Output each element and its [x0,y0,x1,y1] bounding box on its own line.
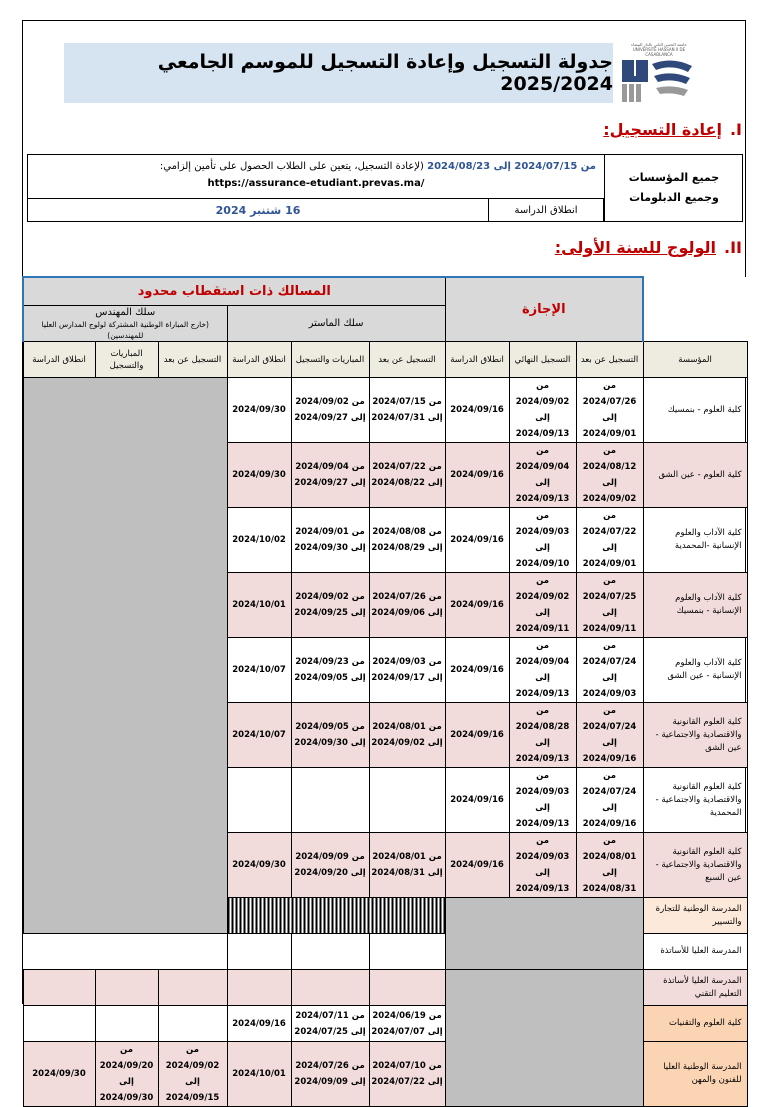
empty-cell [95,1006,158,1042]
empty-cell [23,970,95,1006]
license-header: الإجازة [522,302,566,317]
row-institution: كلية الآداب والعلوم الإنسانية - بنمسيك [643,573,747,638]
row-preregistration: من 2024/07/26 إلى 2024/09/01 [576,378,643,443]
row-master-contests: من 2024/07/26 إلى 2024/09/09 [291,1042,369,1107]
row-institution: كلية العلوم والتقنيات [643,1006,747,1042]
blank-corner [643,277,747,305]
row-preregistration: من 2024/07/24 إلى 2024/09/16 [576,768,643,833]
first-year-table [22,276,748,1107]
row-institution: كلية الآداب والعلوم الإنسانية -المحمدية [643,508,747,573]
row-final-registration: من 2024/09/04 إلى 2024/09/13 [509,638,576,703]
row-master-preregistration: من 2024/07/26 إلى 2024/09/06 [369,573,445,638]
insurance-url[interactable]: https://assurance-etudiant.prevas.ma/ [207,178,425,189]
col-engineer-start: انطلاق الدراسة [23,342,95,378]
reregistration-details [28,155,604,199]
reregistration-institutions: جميع المؤسسات وجميع الدبلومات [604,155,743,221]
reregistration-table [27,154,743,222]
row-institution: كلية العلوم القانونية والاقتصادية والاجتماعية - المحمدية [643,768,747,833]
engineer-header: سلك المهندس [95,306,156,318]
empty-cell [158,1006,227,1042]
empty-cell [227,970,291,1006]
row-institution: كلية العلوم القانونية والاقتصادية والاجتماعية - عين الشق [643,703,747,768]
col-engineer-contests: المباريات والتسجيل [95,342,158,378]
row-master-contests: من 2024/09/01 إلى 2024/09/30 [291,508,369,573]
limited-access-header: المسالك ذات استقطاب محدود [23,277,445,305]
empty-cell [369,970,445,1006]
row-master-contests: من 2024/09/23 إلى 2024/09/05 [291,638,369,703]
row-institution: كلية العلوم - عين الشق [643,443,747,508]
empty-cell [158,970,227,1006]
row-master-preregistration: من 2024/08/01 إلى 2024/09/02 [369,703,445,768]
blank-corner-2 [643,305,747,341]
row-institution: المدرسة الوطنية العليا للفنون والمهن [643,1042,747,1107]
reregistration-note: (لإعادة التسجيل، يتعين على الطلاب الحصول على تأمين إلزامي: [159,161,424,172]
empty-cell [23,1006,95,1042]
row-start: 2024/09/16 [445,768,509,833]
row-institution: المدرسة الوطنية للتجارة والتسيير [643,898,747,934]
row-final-registration: من 2024/09/02 إلى 2024/09/13 [509,378,576,443]
row-master-start: 2024/10/01 [227,1042,291,1107]
col-master-start: انطلاق الدراسة [227,342,291,378]
row-master-preregistration: من 2024/08/08 إلى 2024/08/29 [369,508,445,573]
row-master-start: 2024/09/16 [227,1006,291,1042]
row-institution: كلية العلوم - بنمسيك [643,378,747,443]
row-preregistration: من 2024/08/12 إلى 2024/09/02 [576,443,643,508]
row-final-registration: من 2024/09/03 إلى 2024/09/13 [509,833,576,898]
row-final-registration: من 2024/09/03 إلى 2024/09/13 [509,768,576,833]
row-master-preregistration: من 2024/07/22 إلى 2024/08/22 [369,443,445,508]
section-2-heading [555,238,742,257]
row-start: 2024/09/16 [445,508,509,573]
row-master-contests: من 2024/09/02 إلى 2024/09/25 [291,573,369,638]
empty-cell [291,934,369,970]
section-1-label: إعادة التسجيل: [603,120,722,139]
row-engineer-preregistration: من 2024/09/02 إلى 2024/09/15 [158,1042,227,1107]
row-master-contests: من 2024/09/04 إلى 2024/09/27 [291,443,369,508]
row-institution: المدرسة العليا للأساتذة [643,934,747,970]
row-final-registration: من 2024/09/04 إلى 2024/09/13 [509,443,576,508]
university-logo [616,42,696,104]
row-final-registration: من 2024/08/28 إلى 2024/09/13 [509,703,576,768]
row-start: 2024/09/16 [445,703,509,768]
row-preregistration: من 2024/07/25 إلى 2024/09/11 [576,573,643,638]
section-2-number: II. [724,238,742,257]
row-start: 2024/09/16 [445,833,509,898]
empty-cell [369,934,445,970]
section-2-label: الولوج للسنة الأولى: [554,238,717,257]
logo-text: جامعة الحسن الثاني بالدار البيضاء UNIVERSITÉ HASSAN II DE CASABLANCA [631,42,687,57]
master-header: سلك الماستر [227,305,445,342]
row-final-registration: من 2024/09/02 إلى 2024/09/11 [509,573,576,638]
row-master-contests: من 2024/09/02 إلى 2024/09/27 [291,378,369,443]
empty-cell [291,970,369,1006]
row-institution: كلية الآداب والعلوم الإنسانية - عين الشق [643,638,747,703]
reregistration-start-label: انطلاق الدراسة [488,199,604,221]
row-master-contests: من 2024/07/11 إلى 2024/07/25 [291,1006,369,1042]
engineer-header-cell [23,305,227,342]
reregistration-dates: من 2024/07/15 إلى 2024/08/23 [427,161,596,172]
table-row [23,970,747,1006]
row-engineer-contests: من 2024/09/20 إلى 2024/09/30 [95,1042,158,1107]
license-header-cell [445,277,643,342]
row-preregistration: من 2024/08/01 إلى 2024/08/31 [576,833,643,898]
row-master-contests: من 2024/09/05 إلى 2024/09/30 [291,703,369,768]
row-start: 2024/09/16 [445,573,509,638]
row-master-start: 2024/10/07 [227,703,291,768]
row-master-start: 2024/10/02 [227,508,291,573]
empty-cell [95,970,158,1006]
row-master-start: 2024/10/07 [227,638,291,703]
row-preregistration: من 2024/07/24 إلى 2024/09/03 [576,638,643,703]
row-master-preregistration: من 2024/06/19 إلى 2024/07/07 [369,1006,445,1042]
page-title: جدولة التسجيل وإعادة التسجيل للموسم الجامعي 2025/2024 [157,51,613,95]
row-master-start: 2024/09/30 [227,833,291,898]
section-1-heading [603,120,742,139]
row-master-start: 2024/09/30 [227,378,291,443]
empty-cell [227,934,291,970]
row-master-preregistration: من 2024/08/01 إلى 2024/08/31 [369,833,445,898]
row-master-preregistration: من 2024/09/03 إلى 2024/09/17 [369,638,445,703]
table-row [23,378,747,443]
col-preregistration: التسجيل عن بعد [576,342,643,378]
row-preregistration: من 2024/07/22 إلى 2024/09/01 [576,508,643,573]
row-master-contests [291,768,369,833]
row-master-start: 2024/10/01 [227,573,291,638]
row-institution: المدرسة العليا لأساتذة التعليم التقني [643,970,747,1006]
engineer-note: (خارج المباراة الوطنية المشتركة لولوج المدارس العليا للمهندسين) [41,319,209,340]
row-preregistration: من 2024/07/24 إلى 2024/09/16 [576,703,643,768]
encg-master-hatched [227,898,445,934]
row-master-start [227,768,291,833]
row-master-preregistration: من 2024/07/15 إلى 2024/07/31 [369,378,445,443]
col-master-contests: المباريات والتسجيل [291,342,369,378]
row-master-preregistration: من 2024/07/10 إلى 2024/07/22 [369,1042,445,1107]
reregistration-start-value: 16 شتنبر 2024 [215,203,301,217]
license-grey-bottom [445,970,643,1107]
title-banner [64,43,613,103]
section-1-number: I. [729,120,742,139]
row-start: 2024/09/16 [445,378,509,443]
row-final-registration: من 2024/09/03 إلى 2024/09/10 [509,508,576,573]
encg-license-grey [445,898,643,970]
row-master-preregistration [369,768,445,833]
engineer-grey-block [23,378,227,934]
col-engineer-preregistration: التسجيل عن بعد [158,342,227,378]
row-institution: كلية العلوم القانونية والاقتصادية والاجتماعية - عين السبع [643,833,747,898]
row-master-contests: من 2024/09/09 إلى 2024/09/20 [291,833,369,898]
row-start: 2024/09/16 [445,638,509,703]
col-master-preregistration: التسجيل عن بعد [369,342,445,378]
col-start: انطلاق الدراسة [445,342,509,378]
col-institution: المؤسسة [643,342,747,378]
row-engineer-start: 2024/09/30 [23,1042,95,1107]
row-master-start: 2024/09/30 [227,443,291,508]
col-final-registration: التسجيل النهائي [509,342,576,378]
row-start: 2024/09/16 [445,443,509,508]
